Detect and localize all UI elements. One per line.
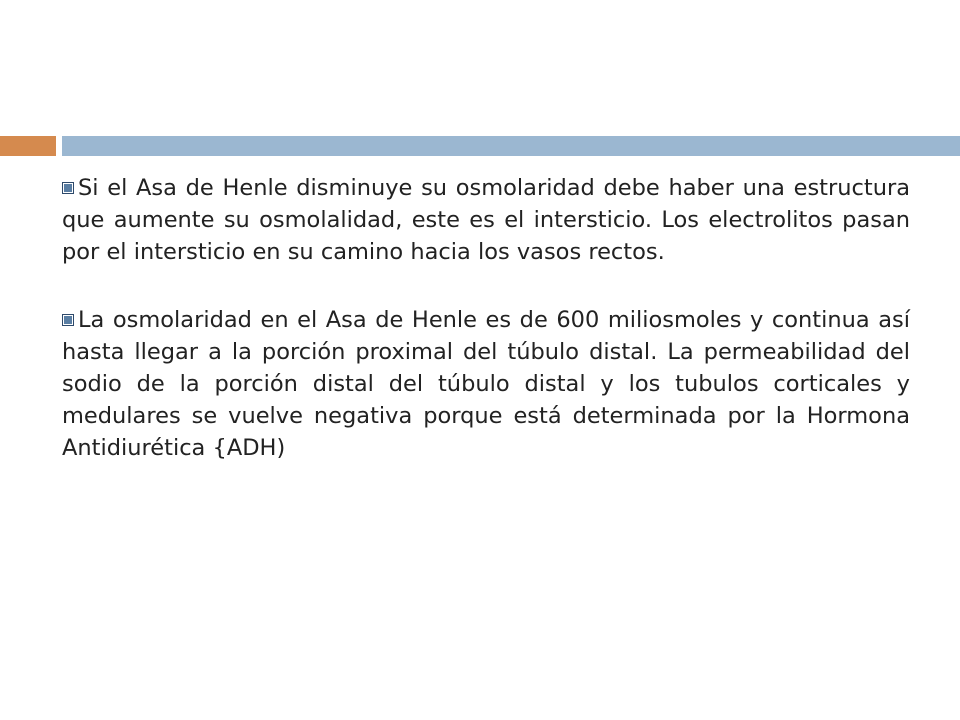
accent-bar-left xyxy=(0,136,56,156)
square-bullet-icon xyxy=(62,314,74,326)
bullet-text: La osmolaridad en el Asa de Henle es de 600 miliosmoles y continua así hasta llegar a la porción proximal del túbulo distal. La permeabilidad del sodio de la porción distal del túbulo distal y los tubulos corticales y medulares se vuelve negativa porque está determinada por la Hormona Antidiurética {ADH) xyxy=(62,307,910,461)
accent-bar-right xyxy=(62,136,960,156)
square-bullet-icon xyxy=(62,182,74,194)
bullet-item xyxy=(62,304,910,464)
slide-content xyxy=(62,172,910,464)
bullet-text: Si el Asa de Henle disminuye su osmolaridad debe haber una estructura que aumente su osmolalidad, este es el intersticio. Los electrolitos pasan por el intersticio en su camino hacia los vasos rectos. xyxy=(62,175,910,265)
bullet-item xyxy=(62,172,910,268)
